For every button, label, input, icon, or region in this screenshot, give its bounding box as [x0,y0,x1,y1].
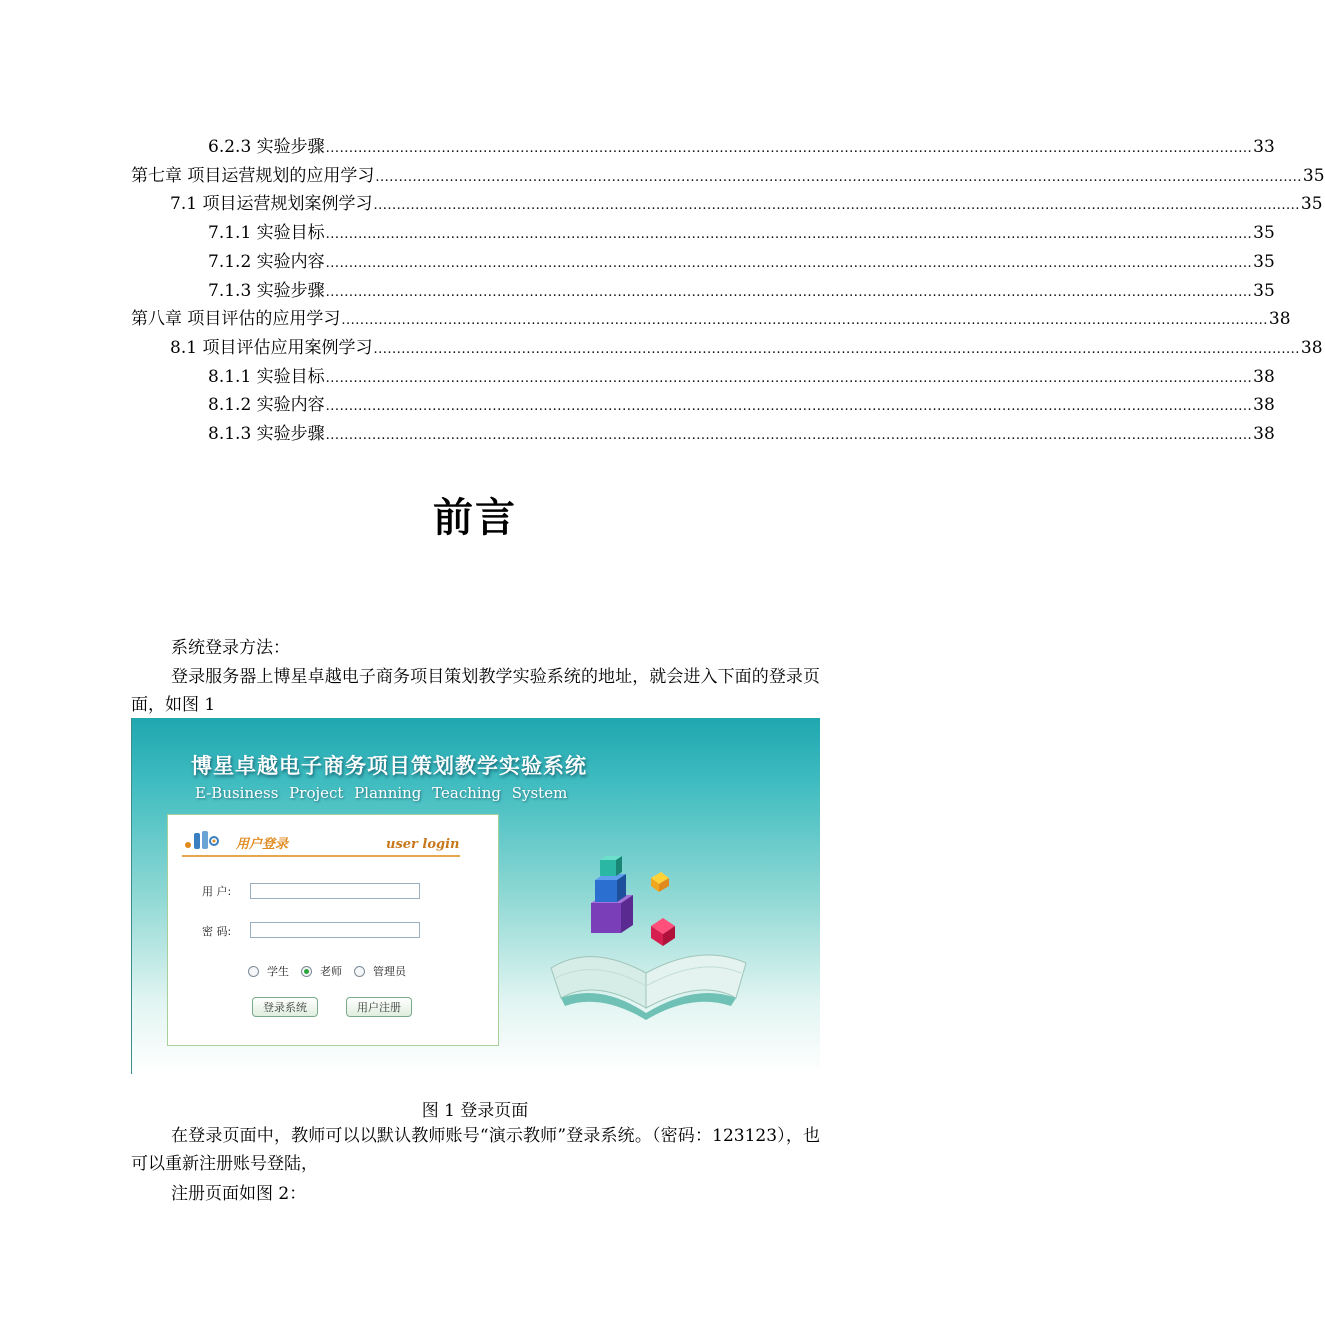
figure-caption: 图 1 登录页面 [421,1101,529,1121]
toc-entry [170,337,1323,360]
toc-leader-dots: ........................................................................................................................................................................................................ [325,399,1253,415]
toc-leader-dots: ........................................................................................................................................................................................................ [375,169,1302,185]
toc-entry-label: 7.1.1 实验目标 [208,223,325,244]
role-option-teacher[interactable]: 老师 [301,963,342,979]
toc-entry-label: 7.1.3 实验步骤 [208,280,325,301]
toc-leader-dots: ........................................................................................................................................................................................................ [325,227,1253,243]
toc-leader-dots: ........................................................................................................................................................................................................ [373,341,1300,357]
screenshot-border [131,718,132,1074]
system-title: 博星卓越电子商务项目策划教学实验系统 [191,754,587,778]
toc-entry-label: 8.1.2 实验内容 [208,395,325,416]
toc-entry-label: 7.1 项目运营规划案例学习 [170,194,373,215]
open-book-with-cubes-illustration [551,848,751,1038]
toc-entry [208,223,1275,245]
radio-selected-icon [301,966,312,977]
toc-entry [208,395,1275,417]
toc-entry-label: 7.1.2 实验内容 [208,251,325,272]
role-option-admin[interactable]: 管理员 [354,963,406,979]
toc-entry-page: 35 [1253,251,1275,272]
toc-entry-label: 第七章 项目运营规划的应用学习 [131,165,375,186]
role-option-student[interactable]: 学生 [248,963,289,979]
toc-entry [131,165,1325,188]
radio-icon [248,966,259,977]
toc-entry-page: 38 [1253,395,1275,416]
toc-entry-label: 8.1.3 实验步骤 [208,424,325,444]
toc-leader-dots: ........................................................................................................................................................................................................ [373,198,1300,214]
toc-leader-dots: ........................................................................................................................................................................................................ [325,428,1253,443]
toc-entry-page: 35 [1253,223,1275,244]
radio-icon [354,966,365,977]
login-panel [167,814,499,1046]
page-title: 前言 [433,494,517,541]
register-button[interactable]: 用户注册 [346,997,412,1017]
toc-entry-label: 6.2.3 实验步骤 [208,137,325,157]
paragraph-login-method: 系统登录方法： [171,638,290,658]
password-label: 密 码: [202,925,232,938]
toc-entry [131,309,1291,331]
toc-leader-dots: ........................................................................................................................................................................................................ [325,255,1253,271]
toc-entry-label: 8.1 项目评估应用案例学习 [170,337,373,358]
toc-entry-page: 35 [1302,165,1325,186]
toc-entry [170,194,1323,216]
username-input[interactable] [250,883,420,899]
toc-entry-page: 33 [1253,137,1275,157]
toc-entry-page: 38 [1268,309,1291,330]
password-input[interactable] [250,922,420,938]
toc-entry-page: 38 [1253,424,1275,444]
toc-leader-dots: ........................................................................................................................................................................................................ [325,141,1253,156]
login-page-screenshot [131,718,820,1074]
toc-entry-page: 35 [1300,194,1323,215]
toc-entry [208,280,1275,303]
username-label: 用 户: [202,885,232,898]
toc-leader-dots: ........................................................................................................................................................................................................ [325,284,1253,300]
login-panel-header [182,829,460,857]
toc-entry-page: 35 [1253,280,1275,301]
toc-entry [208,424,1275,446]
paragraph-login-intro: 登录服务器上博星卓越电子商务项目策划教学实验系统的地址，就会进入下面的登录页面，如图 1 [131,667,820,715]
toc-leader-dots: ........................................................................................................................................................................................................ [325,370,1253,386]
toc-entry-page: 38 [1300,337,1323,358]
toc-entry-page: 38 [1253,366,1275,387]
user-group-icon [182,829,222,853]
toc-entry-label: 8.1.1 实验目标 [208,366,325,387]
toc-entry [208,366,1275,389]
toc-leader-dots: ........................................................................................................................................................................................................ [341,313,1268,329]
system-subtitle: E-Business Project Planning Teaching System [195,784,568,802]
login-button[interactable]: 登录系统 [252,997,318,1017]
toc-entry [208,137,1275,159]
toc-entry-label: 第八章 项目评估的应用学习 [131,309,341,330]
paragraph-teacher-login: 在登录页面中，教师可以以默认教师账号“演示教师”登录系统。（密码：123123），也可以重新注册账号登陆， [131,1126,820,1174]
paragraph-register-page: 注册页面如图 2： [171,1184,307,1204]
role-selector [248,963,418,979]
login-panel-title-en: user login [386,837,460,852]
login-panel-title: 用户登录 [236,837,289,852]
toc-entry [208,251,1275,274]
